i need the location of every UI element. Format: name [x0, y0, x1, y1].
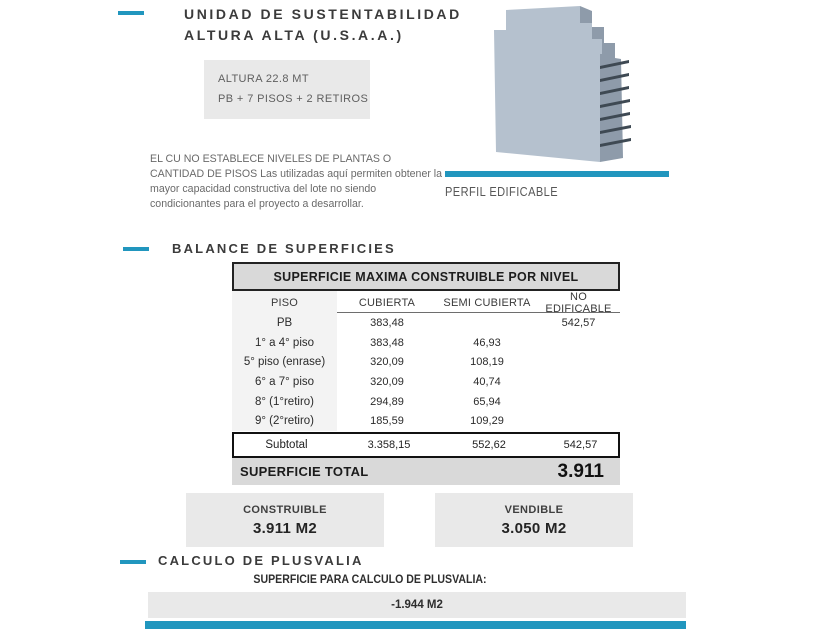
total-row [232, 458, 620, 485]
subtotal-label: Subtotal [265, 439, 308, 452]
plusvalia-subheading: SUPERFICIE PARA CALCULO DE PLUSVALIA: [253, 574, 487, 586]
note-paragraph: EL CU NO ESTABLECE NIVELES DE PLANTAS O CANTIDAD DE PISOS Las utilizadas aquí permiten obtener la mayor capacidad constructiva del lote no siendo condicionantes para el proyecto a desarrollar. [150, 153, 443, 210]
construible-value: 3.911 M2 [252, 519, 318, 537]
total-value: 3.911 [557, 460, 604, 482]
col-header-piso: PISO [232, 291, 337, 315]
subtotal-cubierta: 3.358,15 [367, 439, 411, 452]
table-row: 1° a 4° piso 383,48 46,93 [232, 333, 620, 353]
bottom-accent-bar [145, 621, 686, 629]
table-body [232, 313, 620, 431]
altura-line: ALTURA 22.8 MT [218, 73, 309, 85]
building-profile-illustration [488, 2, 634, 166]
table-row: 8° (1°retiro) 294,89 65,94 [232, 392, 620, 412]
table-title: SUPERFICIE MAXIMA CONSTRUIBLE POR NIVEL [232, 262, 620, 291]
plusvalia-value: -1.944 M2 [391, 599, 443, 611]
accent-dash [123, 247, 149, 251]
construible-label: CONSTRUIBLE [243, 503, 327, 516]
plusvalia-heading: CALCULO DE PLUSVALIA [158, 553, 364, 568]
pisos-line: PB + 7 PISOS + 2 RETIROS [218, 93, 369, 105]
surface-table [232, 262, 620, 485]
table-row: 5° piso (enrase) 320,09 108,19 [232, 352, 620, 372]
accent-dash [120, 560, 146, 564]
page-title-line1: UNIDAD DE SUSTENTABILIDAD [184, 6, 462, 22]
accent-dash [118, 11, 144, 15]
page-title [184, 4, 462, 46]
subtotal-row [232, 432, 620, 458]
table-header-row [232, 291, 620, 313]
col-header-semi-cubierta: SEMI CUBIERTA [443, 297, 531, 309]
balance-heading: BALANCE DE SUPERFICIES [172, 241, 396, 256]
table-row: 9° (2°retiro) 185,59 109,29 [232, 411, 620, 431]
vendible-box [435, 493, 633, 547]
table-row: 6° a 7° piso 320,09 40,74 [232, 372, 620, 392]
vendible-label: VENDIBLE [504, 503, 564, 516]
subtotal-noedif: 542,57 [563, 439, 598, 452]
plusvalia-value-box [148, 592, 686, 618]
profile-accent-bar [445, 171, 669, 177]
profile-caption: PERFIL EDIFICABLE [445, 184, 559, 199]
construible-box [186, 493, 384, 547]
altura-info-box [204, 60, 370, 119]
col-header-cubierta: CUBIERTA [358, 297, 416, 309]
vendible-value: 3.050 M2 [501, 519, 567, 537]
table-row: PB 383,48 542,57 [232, 313, 620, 333]
subtotal-semi: 552,62 [472, 439, 506, 452]
total-label: SUPERFICIE TOTAL [240, 464, 369, 480]
page-title-line2: ALTURA ALTA (U.S.A.A.) [184, 27, 404, 43]
col-header-no-edificable: NO EDIFICABLE [545, 291, 612, 315]
